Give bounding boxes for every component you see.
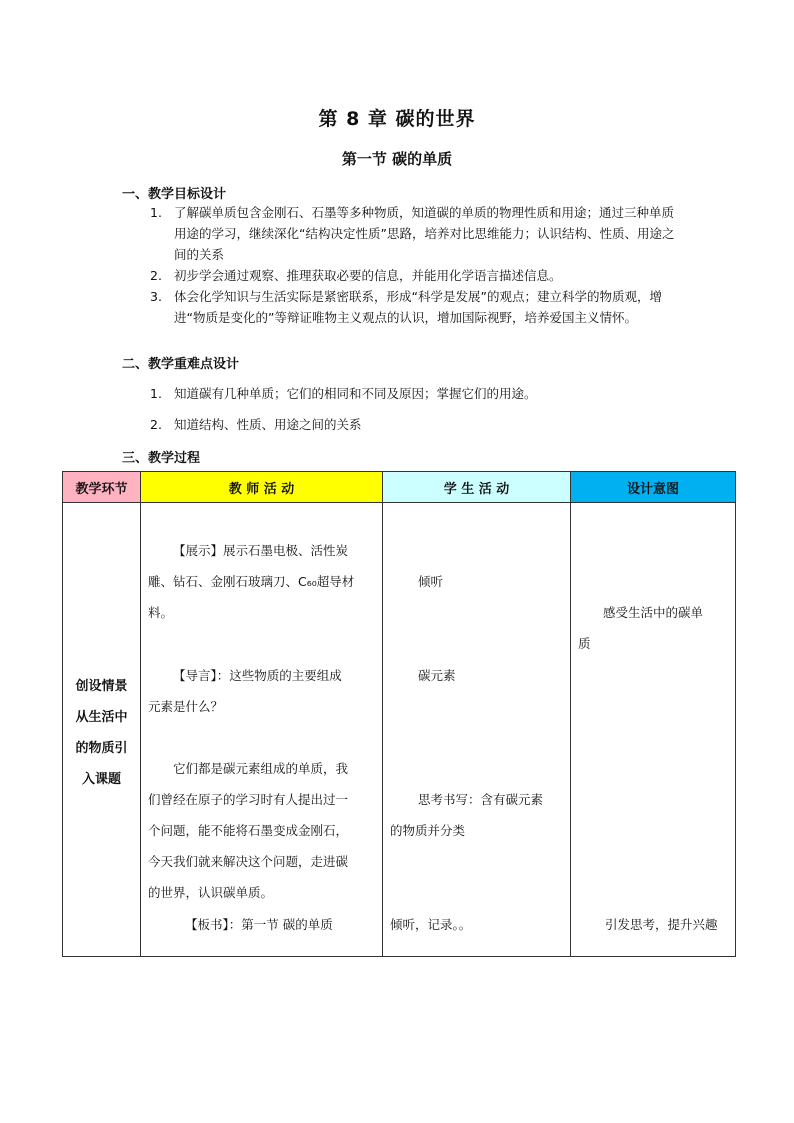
page-subtitle: 第一节 碳的单质: [341, 150, 453, 168]
keypoint-number: 1.: [150, 386, 162, 401]
student-line: 倾听: [418, 574, 444, 589]
teacher-line: 它们都是碳元素组成的单质，我: [173, 761, 349, 776]
teacher-line: 今天我们就来解决这个问题，走进碳: [148, 854, 349, 869]
teacher-line: 元素是什么？: [148, 699, 224, 714]
goal-number: 1.: [150, 205, 162, 220]
goal-text: 了解碳单质包含金刚石、石墨等多种物质，知道碳的单质的物理性质和用途；通过三种单质用途的学习，继续深化“结构决定性质”思路，培养对比思维能力；认识结构、性质、用途之间的关系: [174, 205, 675, 262]
header-student-activity: 学 生 活 动: [383, 472, 571, 503]
keypoint-text: 知道碳有几种单质；它们的相同和不同及原因；掌握它们的用途。: [174, 386, 537, 401]
table-header-row: [63, 472, 736, 503]
page-title: 第 8 章 碳的世界: [318, 108, 476, 130]
goal-text: 初步学会通过观察、推理获取必要的信息，并能用化学语言描述信息。: [174, 268, 562, 283]
teaching-process-table: [62, 471, 736, 957]
teacher-line: 【板书】：第一节 碳的单质: [185, 917, 333, 932]
teacher-line: 料。: [148, 605, 174, 620]
intent-line: 质: [578, 636, 591, 651]
student-line: 思考书写：含有碳元素: [418, 792, 544, 807]
goal-number: 2.: [150, 268, 162, 283]
student-line: 碳元素: [418, 668, 456, 683]
stage-cell: [63, 503, 141, 957]
header-design-intent: 设计意图: [571, 472, 736, 503]
student-activity-cell: [383, 503, 571, 957]
teacher-line: 们曾经在原子的学习时有人提出过一: [148, 792, 349, 807]
teacher-line: 的世界，认识碳单质。: [148, 885, 274, 900]
stage-line: 入课题: [81, 772, 121, 787]
teacher-line: 雕、钻石、金刚石玻璃刀、C₆₀超导材: [148, 574, 355, 589]
intent-line: 感受生活中的碳单: [603, 605, 704, 620]
goal-text: 体会化学知识与生活实际是紧密联系，形成“科学是发展”的观点；建立科学的物质观，增进“物质是变化的”等辩证唯物主义观点的认识，增加国际视野，培养爱国主义情怀。: [174, 289, 662, 325]
section-heading-process: 三、教学过程: [122, 451, 201, 466]
stage-line: 创设情景: [75, 679, 128, 694]
teacher-activity-cell: [141, 503, 383, 957]
keypoint-number: 2.: [150, 417, 162, 432]
header-teacher-activity: 教 师 活 动: [141, 472, 383, 503]
teacher-line: 【展示】展示石墨电极、活性炭: [173, 543, 349, 558]
stage-label: [63, 671, 140, 795]
student-line: 倾听，记录。。: [390, 917, 472, 932]
stage-line: 的物质引: [75, 741, 128, 756]
intent-line: 引发思考，提升兴趣: [605, 917, 718, 932]
table-row: [63, 503, 736, 957]
stage-line: 从生活中: [75, 710, 128, 725]
header-stage: 教学环节: [63, 472, 141, 503]
section-heading-keypoints: 二、教学重难点设计: [122, 357, 240, 372]
student-line: 的物质并分类: [390, 823, 466, 838]
design-intent-cell: [571, 503, 736, 957]
teacher-line: 个问题，能不能将石墨变成金刚石，: [148, 823, 349, 838]
goal-number: 3.: [150, 289, 162, 304]
keypoint-text: 知道结构、性质、用途之间的关系: [174, 417, 362, 432]
section-heading-goals: 一、教学目标设计: [122, 187, 227, 202]
teacher-line: 【导言】：这些物质的主要组成: [173, 668, 342, 683]
